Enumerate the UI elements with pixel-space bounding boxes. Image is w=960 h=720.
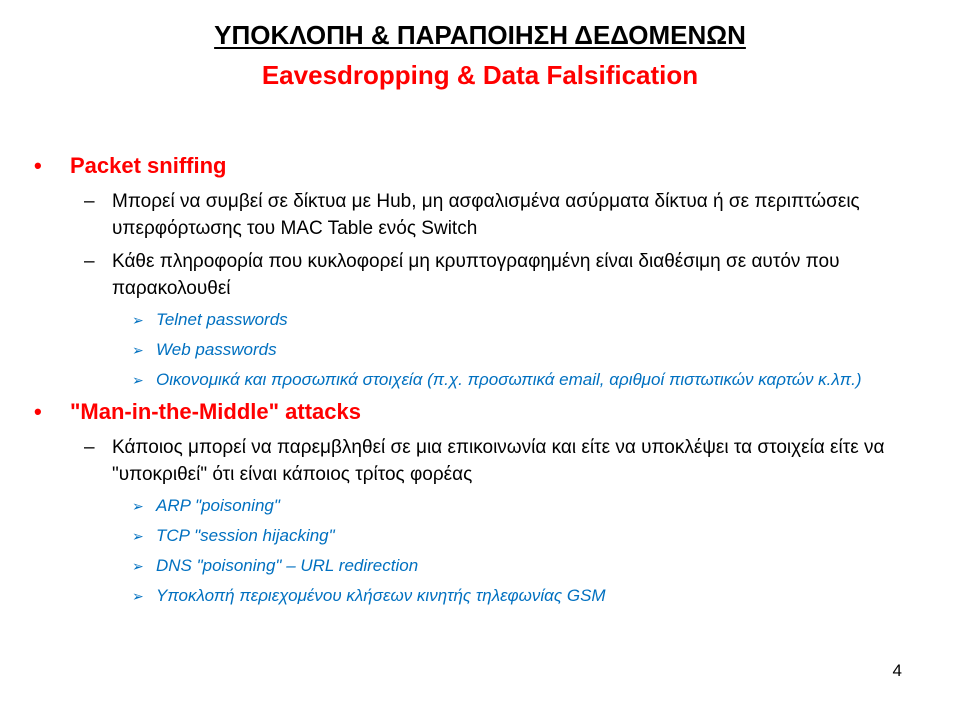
sub-bullet	[0, 188, 960, 242]
slide-content	[0, 146, 960, 608]
list-item-text: Υποκλοπή περιεχομένου κλήσεων κινητής τηλεφωνίας GSM	[156, 586, 606, 605]
bullet-marker: •	[34, 153, 42, 178]
slide-title: ΥΠΟΚΛΟΠΗ & ΠΑΡΑΠΟΙΗΣΗ ΔΕΔΟΜΕΝΩΝ	[214, 20, 746, 50]
list-item-text: Οικονομικά και προσωπικά στοιχεία (π.χ. προσωπικά email, αριθμοί πιστωτικών καρτών κ.λπ.)	[156, 370, 862, 389]
dash-marker: –	[84, 191, 95, 212]
bullet-heading: "Man-in-the-Middle" attacks	[70, 399, 361, 424]
sub-bullet	[0, 434, 960, 488]
list-item	[0, 338, 960, 362]
arrow-bullet-icon: ➢	[132, 528, 144, 544]
list-item-text: TCP "session hijacking"	[156, 526, 335, 545]
arrow-bullet-icon: ➢	[132, 342, 144, 358]
list-item-text: DNS "poisoning" – URL redirection	[156, 556, 419, 575]
list-item-text: Web passwords	[156, 340, 277, 359]
bullet-man-in-the-middle	[0, 396, 960, 428]
arrow-bullet-icon: ➢	[132, 498, 144, 514]
bullet-heading: Packet sniffing	[70, 153, 227, 178]
arrow-bullet-icon: ➢	[132, 312, 144, 328]
list-item	[0, 308, 960, 332]
sub-bullet-text: Μπορεί να συμβεί σε δίκτυα με Hub, μη ασφαλισμένα ασύρματα δίκτυα ή σε περιπτώσεις υπερφόρτωσης του MAC Table ενός Switch	[112, 191, 860, 239]
list-item-text: Telnet passwords	[156, 310, 288, 329]
bullet-marker: •	[34, 399, 42, 424]
sub-bullet-text: Κάθε πληροφορία που κυκλοφορεί μη κρυπτογραφημένη είναι διαθέσιμη σε αυτόν που παρακολουθεί	[112, 251, 840, 299]
dash-marker: –	[84, 437, 95, 458]
list-item	[0, 584, 960, 608]
sub-bullet	[0, 248, 960, 302]
list-item	[0, 368, 960, 392]
list-item-text: ARP "poisoning"	[156, 496, 280, 515]
bullet-packet-sniffing	[0, 150, 960, 182]
arrow-bullet-icon: ➢	[132, 588, 144, 604]
slide-subtitle: Eavesdropping & Data Falsification	[261, 60, 699, 90]
list-item	[0, 554, 960, 578]
list-item	[0, 524, 960, 548]
sub-bullet-text: Κάποιος μπορεί να παρεμβληθεί σε μια επικοινωνία και είτε να υποκλέψει τα στοιχεία είτε να "υποκριθεί" ότι είναι κάποιος τρίτος φορέας	[112, 437, 885, 485]
list-item	[0, 494, 960, 518]
page-number: 4	[892, 661, 902, 680]
dash-marker: –	[84, 251, 95, 272]
arrow-bullet-icon: ➢	[132, 558, 144, 574]
arrow-bullet-icon: ➢	[132, 372, 144, 388]
